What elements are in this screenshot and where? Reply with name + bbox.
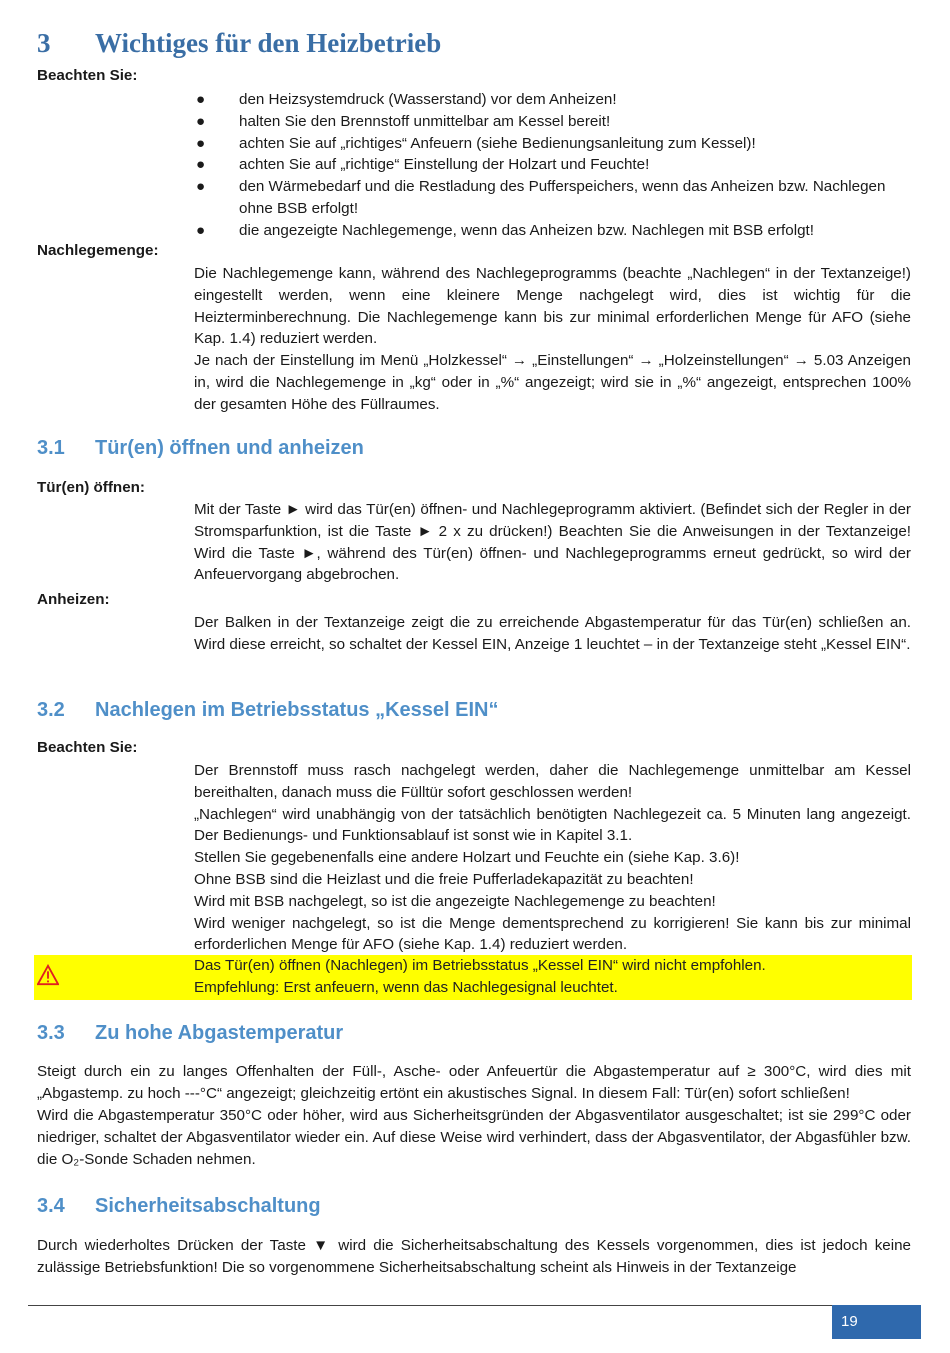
page-number: 19: [832, 1305, 921, 1339]
warning-text: [194, 955, 894, 999]
paragraph: Der Brennstoff muss rasch nachgelegt werden, daher die Nachlegemenge unmittelbar am Kessel bereithalten, danach muss die Fülltür sofort geschlossen werden!: [194, 762, 911, 801]
beachten-label: Beachten Sie:: [37, 67, 138, 84]
paragraph: „Nachlegen“ wird unabhängig von der tatsächlich benötigten Nachlegezeit ca. 5 Minuten lang angezeigt. Der Bedienungs- und Funktionsablauf ist sonst wie in Kapitel 3.1.: [194, 805, 911, 845]
footer-rule: [28, 1305, 921, 1306]
warning-line: Das Tür(en) öffnen (Nachlegen) im Betriebsstatus „Kessel EIN“ wird nicht empfohlen.: [194, 957, 766, 974]
paragraph: Wird die Abgastemperatur 350°C oder höher, wird aus Sicherheitsgründen der Abgasventilator ausgeschaltet; ist sie 299°C oder niedriger, schaltet der Abgasventilator wieder ein. Auf diese Weise wird verhindert, dass der Abgasventilator, der Abgasfühler bzw. die O₂-Sonde Schaden nehmen.: [37, 1107, 911, 1168]
list-item: ● achten Sie auf „richtige“ Einstellung der Holzart und Feuchte!: [196, 156, 650, 174]
section-heading-3-4: 3.4 Sicherheitsabschaltung: [37, 1195, 321, 1217]
section-heading-3-1: 3.1 Tür(en) öffnen und anheizen: [37, 437, 364, 459]
list-item: ● den Heizsystemdruck (Wasserstand) vor dem Anheizen!: [196, 91, 617, 108]
warning-box: [34, 955, 912, 1000]
sicherheitsabschaltung-text: Durch wiederholtes Drücken der Taste ▼ wird die Sicherheitsabschaltung des Kessels vorgenommen, dies ist jedoch keine zulässige Betriebsfunktion! Die so vorgenommene Sicherheitsabschaltung scheint als Hinweis in der Textanzeige: [37, 1237, 911, 1276]
paragraph: Je nach der Einstellung im Menü „Holzkessel“ → „Einstellungen“ → „Holzeinstellungen“ → 5.03 Anzeigen in, wird die Nachlegemenge in „kg“ oder in „%“ angezeigt; wird sie in „%“ angezeigt, entsprechen 100% der gesamten Höhe des Füllraumes.: [194, 352, 911, 413]
list-item: ● halten Sie den Brennstoff unmittelbar am Kessel bereit!: [196, 112, 611, 130]
tueren-oeffnen-label: Tür(en) öffnen:: [37, 479, 145, 496]
beachten-label-2: Beachten Sie:: [37, 739, 138, 756]
nachlegen-notes: [194, 760, 911, 956]
section-heading-3-3: 3.3 Zu hohe Abgastemperatur: [37, 1022, 344, 1044]
checklist: [194, 89, 911, 242]
section-heading-3-2: 3.2 Nachlegen im Betriebsstatus „Kessel EIN“: [37, 699, 499, 721]
paragraph: Die Nachlegemenge kann, während des Nachlegeprogramms (beachte „Nachlegen“ in der Textanzeige!) eingestellt werden, wenn eine kleinere Menge nachgelegt wird, dies ist wichtig für die Heizterminberechnung. Die Nachlegemenge kann bis zur minimal erforderlichen Menge für AFO (siehe Kap. 1.4) reduziert werden.: [194, 265, 911, 348]
paragraph: Wird weniger nachgelegt, so ist die Menge dementsprechend zu korrigieren! Sie kann bis zur minimal erforderlichen Menge für AFO (siehe Kap. 1.4) reduziert werden.: [194, 914, 911, 954]
tueren-oeffnen-text: Mit der Taste ► wird das Tür(en) öffnen- und Nachlegeprogramm aktiviert. (Befindet sich der Regler in der Stromsparfunktion, ist die Taste ► 2 x zu drücken!) Beachten Sie die Anweisungen in der Textanzeige! Wird die Taste ►, während des Tür(en) öffnen- und Nachlegeprogramms erneut gedrückt, so wird der Anfeuervorgang abgebrochen.: [194, 501, 911, 584]
chapter-title: 3 Wichtiges für den Heizbetrieb: [37, 28, 442, 58]
paragraph: Ohne BSB sind die Heizlast und die freie Pufferladekapazität zu beachten!: [194, 870, 694, 888]
anheizen-label: Anheizen:: [37, 591, 110, 608]
abgastemperatur-text: [37, 1061, 911, 1171]
nachlegemenge-text: [194, 263, 911, 416]
anheizen-text: Der Balken in der Textanzeige zeigt die zu erreichende Abgastemperatur für das Tür(en) schließen an. Wird diese erreicht, so schaltet der Kessel EIN, Anzeige 1 leuchtet – in der Textanzeige steht „Kessel EIN“.: [194, 614, 911, 653]
nachlegemenge-label: Nachlegemenge:: [37, 242, 159, 259]
list-item: ● achten Sie auf „richtiges“ Anfeuern (siehe Bedienungsanleitung zum Kessel)!: [196, 134, 756, 152]
paragraph: Stellen Sie gegebenenfalls eine andere Holzart und Feuchte ein (siehe Kap. 3.6)!: [194, 849, 740, 867]
paragraph: Wird mit BSB nachgelegt, so ist die angezeigte Nachlegemenge zu beachten!: [194, 892, 716, 910]
list-item: ● den Wärmebedarf und die Restladung des Pufferspeichers, wenn das Anheizen bzw. Nachlegen ohne BSB erfolgt!: [196, 178, 886, 217]
list-item: ● die angezeigte Nachlegemenge, wenn das Anheizen bzw. Nachlegen mit BSB erfolgt!: [196, 221, 814, 239]
paragraph: Steigt durch ein zu langes Offenhalten der Füll-, Asche- oder Anfeuertür die Abgastemperatur auf ≥ 300°C, wird dies mit „Abgastemp. zu hoch ---°C“ angezeigt; gleichzeitig ertönt ein akustisches Signal. In diesem Fall: Tür(en) sofort schließen!: [37, 1063, 911, 1102]
warning-line: Empfehlung: Erst anfeuern, wenn das Nachlegesignal leuchtet.: [194, 979, 618, 996]
warning-icon: [37, 964, 59, 986]
